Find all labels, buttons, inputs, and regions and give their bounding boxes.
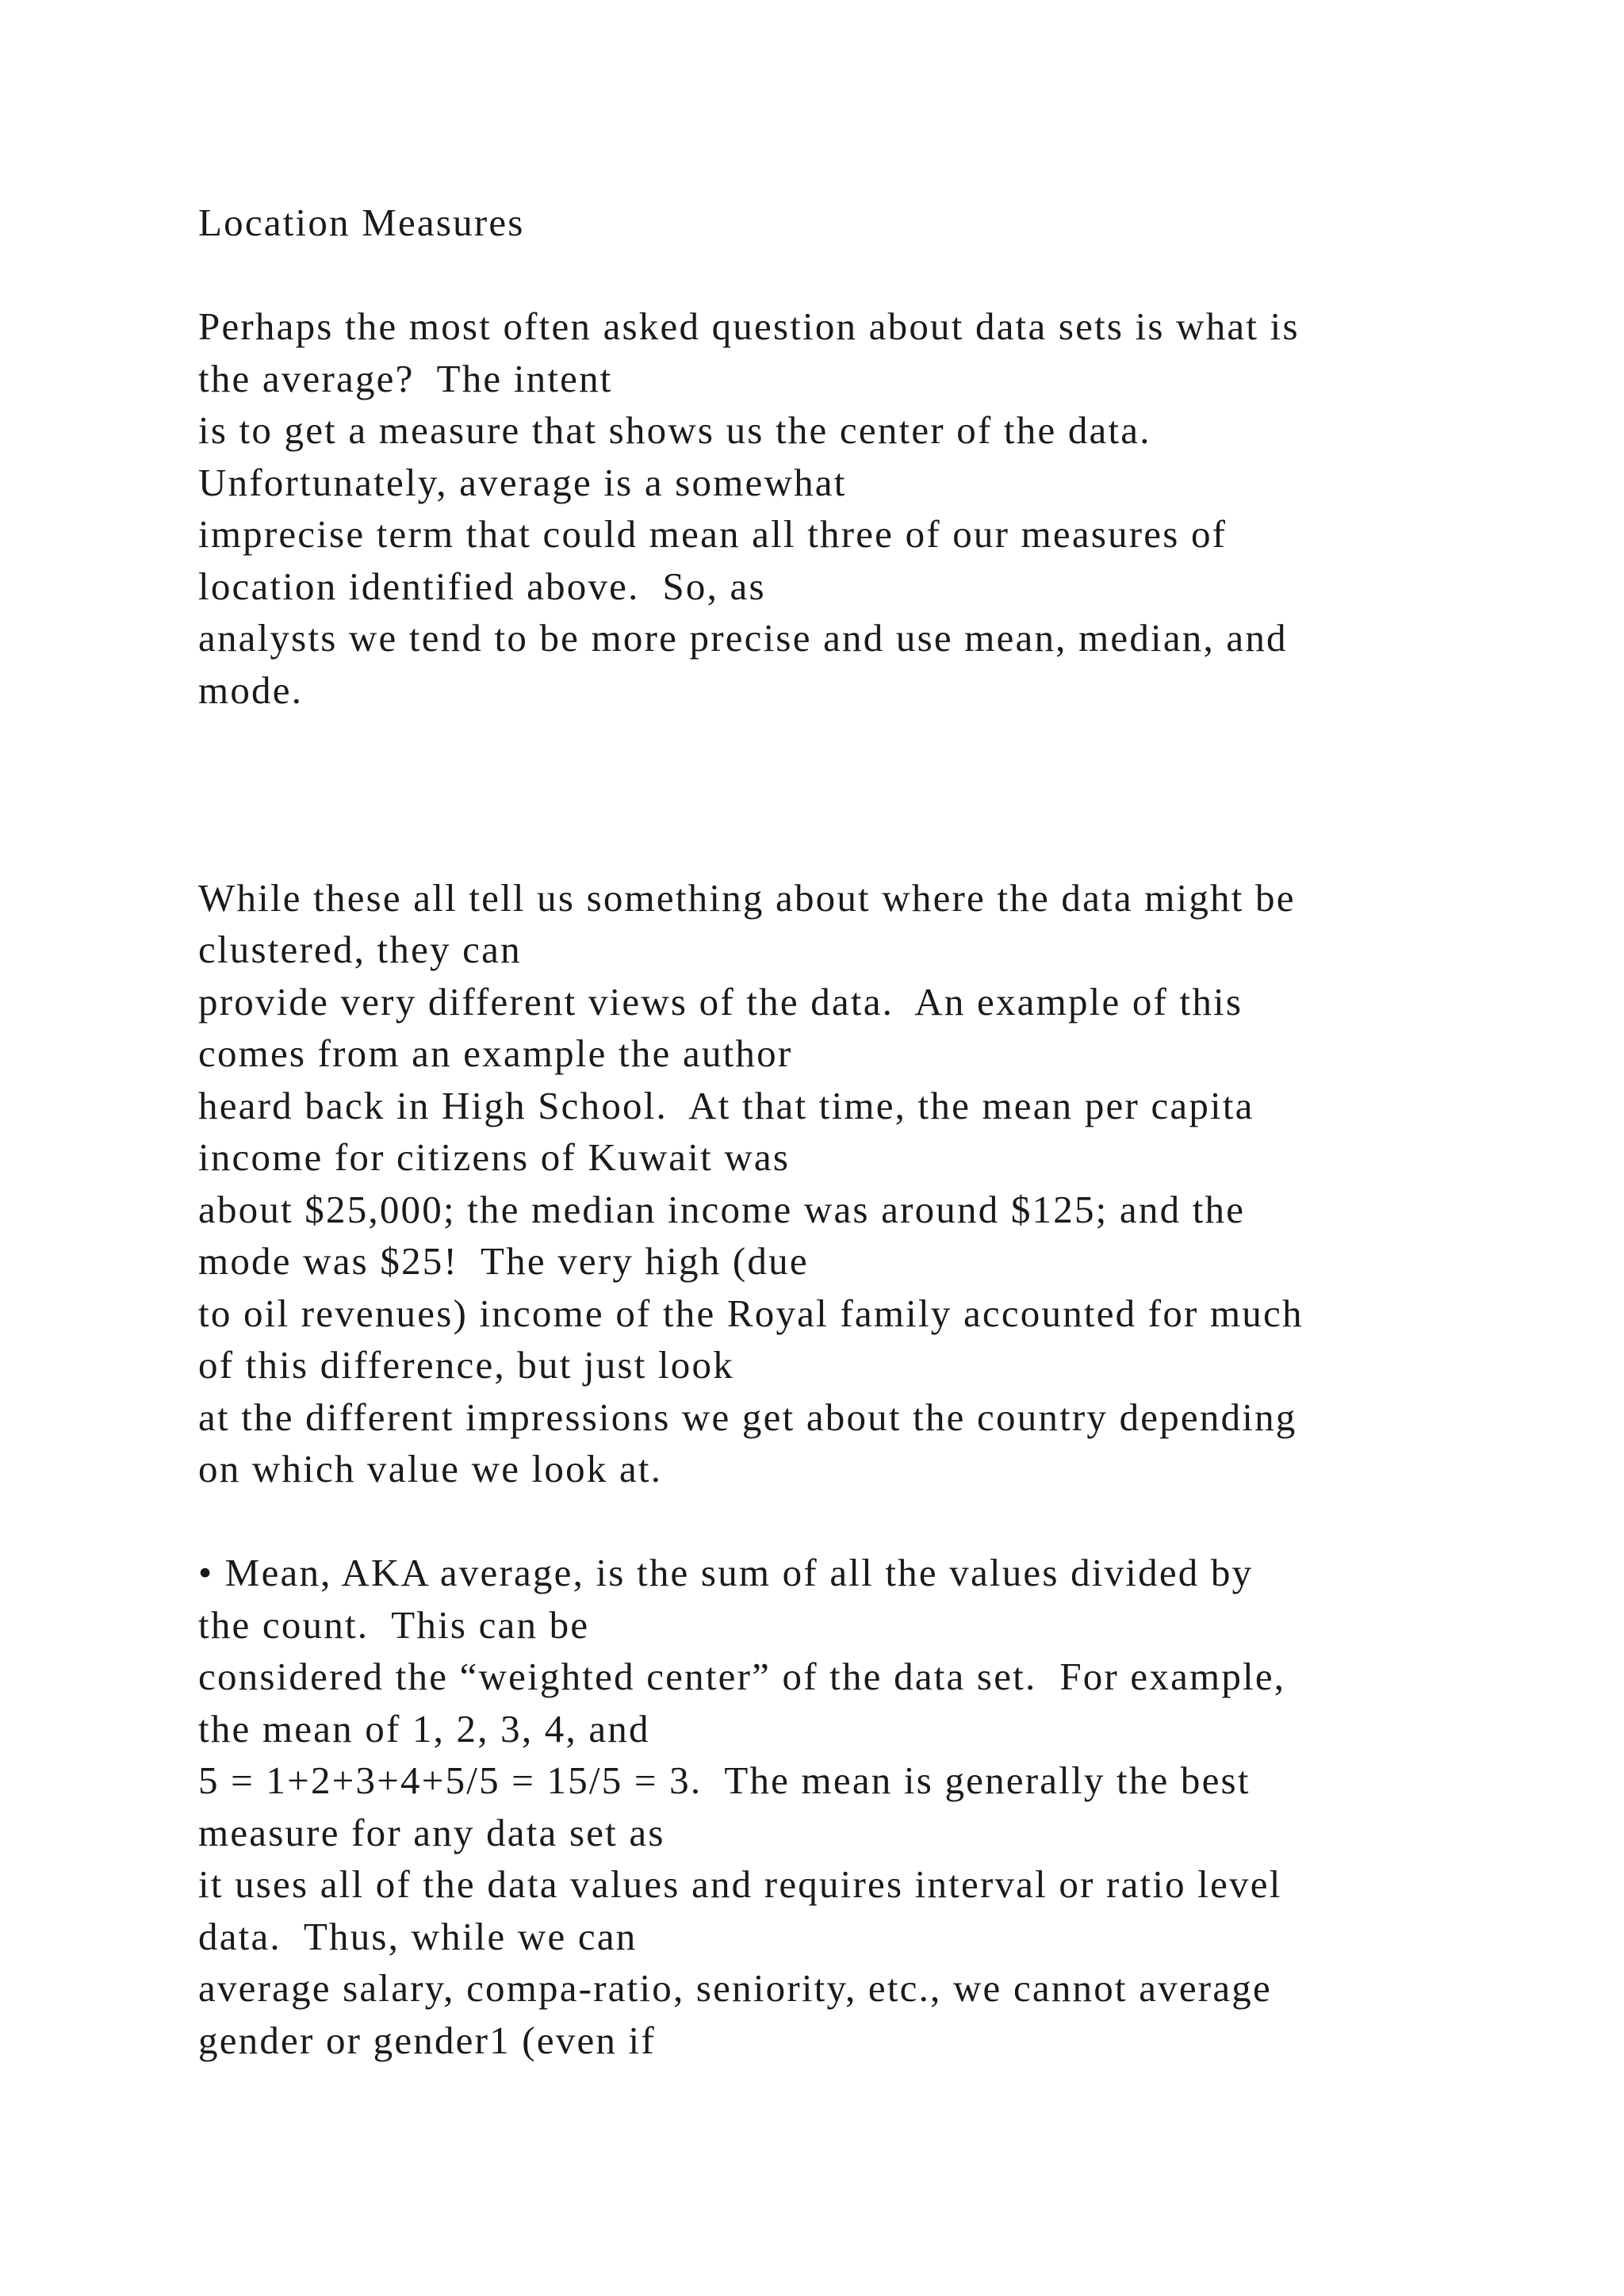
text-line: income for citizens of Kuwait was <box>198 1135 791 1179</box>
text-line: While these all tell us something about where the data might be <box>198 875 1296 920</box>
text-line: data. Thus, while we can <box>198 1914 638 1958</box>
spacer <box>198 1495 1499 1548</box>
text-line: about $25,000; the median income was around $125; and the <box>198 1187 1246 1231</box>
text-line: provide very different views of the data. An example of this <box>198 979 1243 1024</box>
text-line: gender or gender1 (even if <box>198 2018 656 2062</box>
text-line: heard back in High School. At that time, the mean per capita <box>198 1083 1254 1127</box>
text-line: comes from an example the author <box>198 1031 793 1075</box>
text-line: it uses all of the data values and requires interval or ratio level <box>198 1862 1282 1906</box>
text-line: mode was $25! The very high (due <box>198 1239 809 1283</box>
text-line: on which value we look at. <box>198 1447 663 1490</box>
text-line: the mean of 1, 2, 3, 4, and <box>198 1706 650 1751</box>
spacer <box>198 249 1499 301</box>
text-line: considered the “weighted center” of the data set. For example, <box>198 1655 1286 1698</box>
text-line: to oil revenues) income of the Royal family accounted for much <box>198 1291 1304 1335</box>
spacer <box>198 716 1499 872</box>
text-line: Perhaps the most often asked question about data sets is what is <box>198 304 1300 348</box>
text-line: clustered, they can <box>198 928 522 971</box>
text-line: analysts we tend to be more precise and use mean, median, and <box>198 616 1288 660</box>
text-line: is to get a measure that shows us the center of the data. <box>198 408 1151 452</box>
text-line: • Mean, AKA average, is the sum of all the values divided by <box>198 1551 1254 1594</box>
paragraph-mean-bullet <box>198 1547 1499 2066</box>
text-line: the count. This can be <box>198 1602 590 1647</box>
text-line: of this difference, but just look <box>198 1343 734 1387</box>
text-line: the average? The intent <box>198 356 613 400</box>
paragraph-kuwait-example <box>198 872 1499 1495</box>
text-line: mode. <box>198 668 304 712</box>
paragraph-intro <box>198 300 1499 716</box>
text-line: average salary, compa-ratio, seniority, etc., we cannot average <box>198 1966 1272 2010</box>
text-line: imprecise term that could mean all three of our measures of <box>198 512 1228 556</box>
text-line: 5 = 1+2+3+4+5/5 = 15/5 = 3. The mean is generally the best <box>198 1758 1251 1802</box>
text-line: at the different impressions we get about the country depending <box>198 1395 1297 1439</box>
document-body <box>198 197 1499 2066</box>
text-line: location identified above. So, as <box>198 564 766 608</box>
text-line: Unfortunately, average is a somewhat <box>198 460 847 504</box>
document-title: Location Measures <box>198 201 525 244</box>
text-line: measure for any data set as <box>198 1810 665 1854</box>
